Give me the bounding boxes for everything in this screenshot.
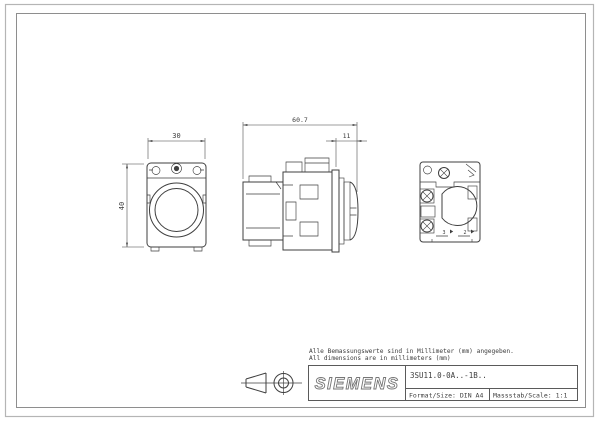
front-view [118, 132, 206, 251]
side-holder [283, 172, 332, 250]
side-collar [339, 178, 344, 244]
side-flange [332, 170, 339, 252]
button-collar-ring [150, 183, 204, 237]
dim-front-height [118, 164, 144, 247]
side-holder-details [283, 158, 329, 236]
terminal-arrow-left-icon [450, 230, 453, 234]
rear-slot-2 [468, 218, 477, 231]
notes [309, 348, 514, 362]
rear-label-window [421, 206, 435, 217]
rear-view [420, 162, 480, 242]
part-number: 3SU11.0-0A..-1B.. [410, 371, 487, 380]
dim-front-width-value: 30 [172, 132, 181, 140]
rear-slot-1 [468, 186, 477, 199]
rear-corner-hole-icon [424, 166, 432, 174]
button-face [155, 189, 198, 232]
dim-total-depth-value: 60.7 [292, 116, 308, 124]
title-block [309, 366, 578, 401]
side-view [243, 116, 367, 252]
mounting-hole-left-icon [152, 167, 160, 175]
dim-total-depth [243, 116, 357, 192]
terminal-label-left: 3 [442, 230, 446, 236]
brand-logo: SIEMENS [314, 375, 400, 393]
projection-symbol-icon [241, 371, 302, 395]
dim-cap-height [326, 132, 367, 167]
rear-latch-hook [466, 164, 476, 177]
side-button-dome-lines [350, 208, 357, 215]
format-label: Format/Size: DIN A4 [409, 391, 484, 400]
terminal-arrow-right-icon [471, 230, 474, 234]
front-top-strip-lines [147, 170, 206, 178]
mounting-hole-right-icon [193, 167, 201, 175]
dim-front-height-value: 40 [118, 201, 126, 211]
scale-label: Massstab/Scale: 1:1 [493, 391, 568, 400]
rear-screw-2-slot [423, 222, 431, 230]
dim-cap-height-value: 11 [342, 132, 351, 140]
note-line-2: All dimensions are in millimeters (mm) [309, 355, 451, 362]
rear-actuator-opening [442, 187, 477, 226]
terminal-label-right: 2 [463, 230, 467, 236]
side-contact-module-details [246, 176, 281, 246]
anti-rotation-pin [174, 166, 179, 171]
rear-bottom-details [432, 236, 472, 242]
note-line-1: Alle Bemassungswerte sind in Millimeter (mm) angegeben. [309, 348, 514, 355]
side-cap-base [344, 182, 350, 240]
side-contact-module [243, 182, 283, 240]
rear-top-screw-slot [440, 169, 448, 177]
rear-screw-1-slot [423, 192, 431, 200]
dim-front-width [148, 132, 205, 159]
